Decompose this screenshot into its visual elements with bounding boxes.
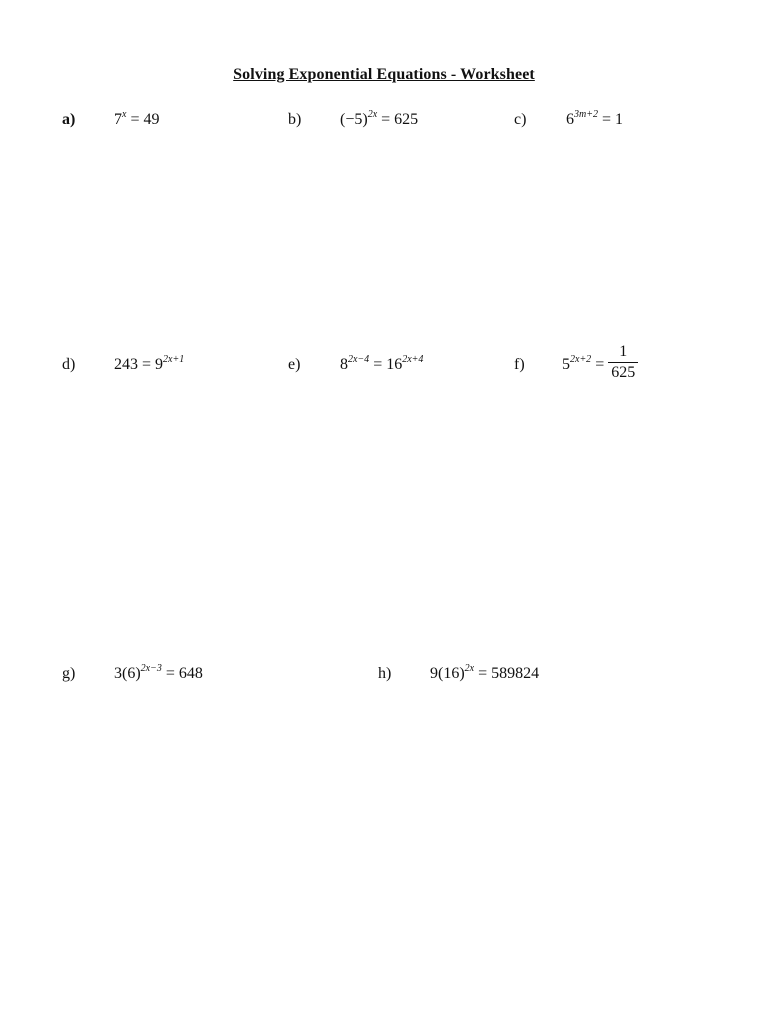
- equation-rhs: =: [591, 355, 605, 373]
- problem-f: [514, 344, 638, 385]
- equation-base: 8: [340, 356, 348, 373]
- equation-base: 9(16): [430, 665, 465, 682]
- equation-middle: = 16: [369, 356, 403, 373]
- problem-label: e): [288, 356, 301, 373]
- equation-exponent: 2x+2: [570, 353, 592, 365]
- equation-exponent-rhs: 2x+4: [402, 354, 424, 365]
- equation-base: 6: [566, 111, 574, 128]
- fraction: [608, 342, 638, 383]
- problem-label: h): [378, 665, 392, 682]
- worksheet-title: Solving Exponential Equations - Worksheet: [233, 66, 535, 83]
- equation-exponent: 2x+1: [163, 354, 185, 365]
- equation-base: 9: [155, 356, 164, 373]
- equation-rhs: = 625: [377, 111, 419, 128]
- equation-base: 3(6): [114, 665, 141, 682]
- problem-g: [62, 664, 203, 684]
- equation-rhs: = 1: [597, 111, 624, 128]
- equation-exponent: 3m+2: [574, 109, 598, 120]
- problem-e: [288, 355, 423, 375]
- equation-exponent: 2x: [367, 109, 378, 120]
- problem-h: [378, 664, 539, 684]
- problem-label: c): [514, 111, 527, 128]
- equation-lhs: 243 =: [114, 356, 156, 373]
- problem-label: b): [288, 111, 302, 128]
- equation-rhs: = 49: [126, 111, 160, 128]
- problem-label: g): [62, 665, 76, 682]
- problem-label: a): [62, 111, 76, 128]
- fraction-denominator: 625: [611, 364, 636, 381]
- fraction-numerator: 1: [608, 342, 638, 363]
- equation-base: 5: [562, 355, 570, 373]
- equation-exponent: 2x−4: [348, 354, 370, 365]
- problem-c: [514, 110, 623, 130]
- problem-a: [62, 110, 159, 130]
- equation-rhs: = 648: [161, 665, 203, 682]
- problem-d: [62, 355, 184, 375]
- equation-rhs: = 589824: [474, 665, 540, 682]
- equation-exponent: x: [122, 109, 127, 120]
- problem-label: f): [514, 355, 525, 373]
- equation-base: 7: [114, 111, 122, 128]
- problem-label: d): [62, 356, 76, 373]
- equation-base: (−5): [340, 111, 368, 128]
- equation-exponent: 2x−3: [140, 663, 162, 674]
- equation-exponent: 2x: [464, 663, 475, 674]
- problem-b: [288, 110, 418, 130]
